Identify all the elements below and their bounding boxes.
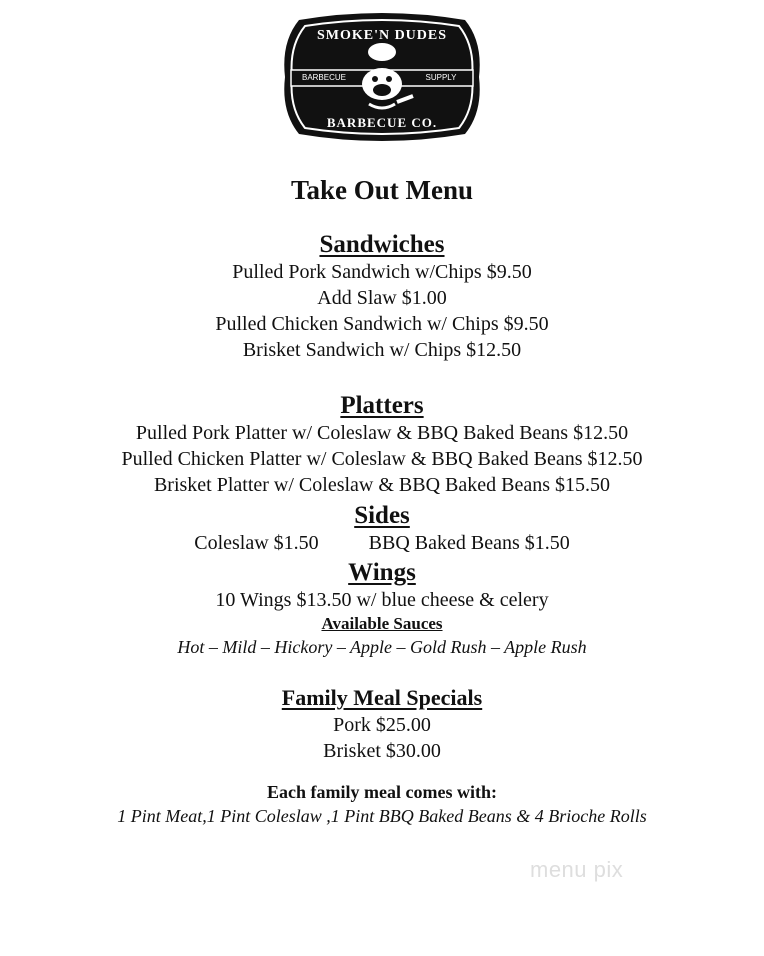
menu-item: Brisket Sandwich w/ Chips $12.50 bbox=[242, 339, 522, 361]
logo-text: SUPPLY bbox=[425, 73, 457, 82]
logo-text: BARBECUE CO. bbox=[326, 115, 438, 130]
sauces-list: Hot – Mild – Hickory – Apple – Gold Rush – Apple Rush bbox=[177, 637, 587, 657]
sauces-heading: Available Sauces bbox=[321, 614, 443, 633]
menu-item: 10 Wings $13.50 w/ blue cheese & celery bbox=[215, 589, 549, 611]
section-heading-sides: Sides bbox=[354, 502, 410, 529]
menu-item: Pulled Chicken Platter w/ Coleslaw & BBQ Baked Beans $12.50 bbox=[121, 448, 643, 470]
section-heading-sandwiches: Sandwiches bbox=[319, 231, 445, 258]
logo-text: BARBECUE bbox=[301, 73, 346, 82]
menu-item: Brisket Platter w/ Coleslaw & BBQ Baked Beans $15.50 bbox=[153, 474, 611, 496]
page-title: Take Out Menu bbox=[290, 175, 474, 205]
menu-item: Pulled Chicken Sandwich w/ Chips $9.50 bbox=[215, 313, 549, 335]
platters-section bbox=[0, 392, 764, 498]
section-heading-wings: Wings bbox=[348, 559, 416, 586]
menu-item: Brisket $30.00 bbox=[323, 740, 441, 762]
comes-with-text: 1 Pint Meat,1 Pint Coleslaw ,1 Pint BBQ Baked Beans & 4 Brioche Rolls bbox=[117, 806, 647, 826]
watermark: menu pix bbox=[530, 857, 624, 882]
comes-with-heading: Each family meal comes with: bbox=[267, 782, 497, 802]
family-details bbox=[0, 780, 764, 828]
section-heading-family: Family Meal Specials bbox=[281, 685, 483, 710]
menu-item: Pork $25.00 bbox=[333, 714, 431, 736]
menu-item: Coleslaw $1.50 bbox=[194, 532, 319, 554]
logo-text: SMOKE'N DUDES bbox=[316, 28, 448, 43]
restaurant-logo bbox=[279, 12, 485, 142]
menu-item: Pulled Pork Sandwich w/Chips $9.50 bbox=[232, 261, 532, 283]
menu-item: Add Slaw $1.00 bbox=[317, 287, 447, 309]
wings-section bbox=[0, 559, 764, 659]
menu-item: Pulled Pork Platter w/ Coleslaw & BBQ Baked Beans $12.50 bbox=[135, 422, 629, 444]
section-heading-platters: Platters bbox=[340, 392, 424, 419]
sides-section bbox=[0, 502, 764, 556]
family-section bbox=[0, 684, 764, 764]
sandwiches-section bbox=[0, 231, 764, 363]
menu-item: BBQ Baked Beans $1.50 bbox=[368, 532, 570, 554]
